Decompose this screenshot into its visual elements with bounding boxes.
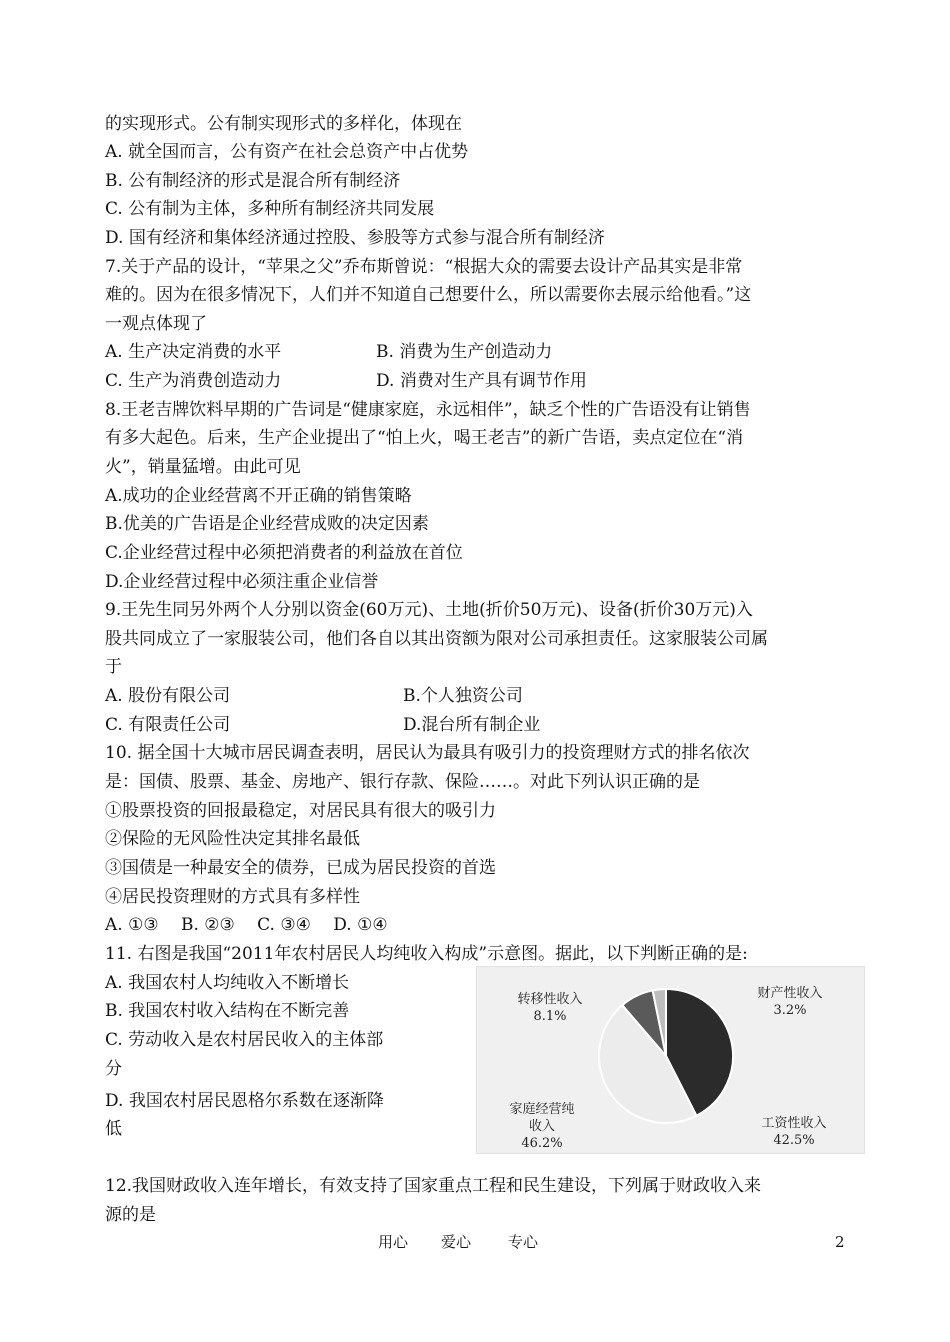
pie-chart <box>476 966 865 1154</box>
option-a: A. 我国农村人均纯收入不断增长 <box>105 973 350 993</box>
question-7-line: 难的。因为在很多情况下，人们并不知道自己想要什么，所以需要你去展示给他看。”这 <box>105 285 752 305</box>
question-10-line: 是：国债、股票、基金、房地产、银行存款、保险……。对此下列认识正确的是 <box>105 772 700 792</box>
option-line: A. 就全国而言，公有资产在社会总资产中占优势 <box>105 142 469 162</box>
question-12-line: 源的是 <box>105 1205 156 1225</box>
text-line: 的实现形式。公有制实现形式的多样化，体现在 <box>105 114 462 134</box>
question-12-line: 12.我国财政收入连年增长，有效支持了国家重点工程和民生建设，下列属于财政收入来 <box>105 1176 762 1196</box>
option-line: B. 公有制经济的形式是混合所有制经济 <box>105 171 401 191</box>
answer-options: A. ①③ B. ②③ C. ③④ D. ①④ <box>105 915 388 935</box>
question-11-line: 11. 右图是我国“2011年农村居民人均纯收入构成”示意图。据此，以下判断正确的是: <box>105 944 748 964</box>
option-d: D. 我国农村居民恩格尔系数在逐渐降 <box>105 1091 384 1111</box>
option-c: C. 劳动收入是农村居民收入的主体部 <box>105 1030 384 1050</box>
slice-label-text: 工资性收入 <box>761 1116 827 1131</box>
option-c-cont: 分 <box>105 1059 122 1079</box>
footer-text-left: 用心 <box>378 1233 409 1251</box>
slice-label-transfer <box>505 991 595 1025</box>
question-8-line: 8.王老吉牌饮料早期的广告词是“健康家庭，永远相伴”，缺乏个性的广告语没有让销售 <box>105 400 751 420</box>
option-line: C. 公有制为主体，多种所有制经济共同发展 <box>105 199 435 219</box>
slice-value-text: 3.2% <box>773 1003 807 1018</box>
statement-4: ④居民投资理财的方式具有多样性 <box>105 887 360 907</box>
option-line: D. 国有经济和集体经济通过控股、参股等方式参与混合所有制经济 <box>105 228 605 248</box>
slice-label-household <box>497 1101 587 1152</box>
option-c: C. 生产为消费创造动力 <box>105 371 282 391</box>
slice-value-text: 8.1% <box>533 1009 567 1024</box>
question-9-line: 于 <box>105 657 122 677</box>
option-a: A. 生产决定消费的水平 <box>105 342 282 362</box>
slice-value-text: 42.5% <box>773 1133 815 1148</box>
option-c: C.企业经营过程中必须把消费者的利益放在首位 <box>105 543 463 563</box>
slice-label-property <box>745 985 835 1019</box>
question-9-line: 9.王先生同另外两个人分别以资金(60万元)、土地(折价50万元)、设备(折价30万元)入 <box>105 600 753 620</box>
footer-text-right: 专心 <box>508 1233 539 1251</box>
option-b: B. 消费为生产创造动力 <box>376 342 553 362</box>
page-number: 2 <box>835 1233 845 1251</box>
option-b: B.个人独资公司 <box>403 686 523 706</box>
question-7-line: 一观点体现了 <box>105 314 207 334</box>
slice-label-text: 收入 <box>528 1119 555 1134</box>
question-8-line: 有多大起色。后来，生产企业提出了“怕上火，喝王老吉”的新广告语，卖点定位在“消 <box>105 428 744 448</box>
slice-label-wage <box>749 1115 839 1149</box>
option-b: B.优美的广告语是企业经营成败的决定因素 <box>105 514 429 534</box>
question-10-line: 10. 据全国十大城市居民调查表明，居民认为最具有吸引力的投资理财方式的排名依次 <box>105 743 750 763</box>
question-9-line: 股共同成立了一家服装公司，他们各自以其出资额为限对公司承担责任。这家服装公司属 <box>105 629 768 649</box>
option-d: D.混台所有制企业 <box>403 715 541 735</box>
slice-label-text: 财产性收入 <box>757 986 823 1001</box>
option-a: A. 股份有限公司 <box>105 686 231 706</box>
option-d: D. 消费对生产具有调节作用 <box>376 371 587 391</box>
statement-2: ②保险的无风险性决定其排名最低 <box>105 829 360 849</box>
question-7-line: 7.关于产品的设计，“苹果之父”乔布斯曾说：“根据大众的需要去设计产品其实是非常 <box>105 257 743 277</box>
slice-value-text: 46.2% <box>521 1136 563 1151</box>
option-a: A.成功的企业经营离不开正确的销售策略 <box>105 486 412 506</box>
option-b: B. 我国农村收入结构在不断完善 <box>105 1001 350 1021</box>
footer-text-middle: 爱心 <box>441 1233 472 1251</box>
statement-1: ①股票投资的回报最稳定，对居民具有很大的吸引力 <box>105 801 496 821</box>
slice-label-text: 家庭经营纯 <box>509 1102 575 1117</box>
option-c: C. 有限责任公司 <box>105 715 231 735</box>
slice-label-text: 转移性收入 <box>517 992 583 1007</box>
question-8-line: 火”，销量猛增。由此可见 <box>105 457 301 477</box>
option-d-cont: 低 <box>105 1119 122 1139</box>
option-d: D.企业经营过程中必须注重企业信誉 <box>105 572 379 592</box>
statement-3: ③国债是一种最安全的债券，已成为居民投资的首选 <box>105 858 496 878</box>
